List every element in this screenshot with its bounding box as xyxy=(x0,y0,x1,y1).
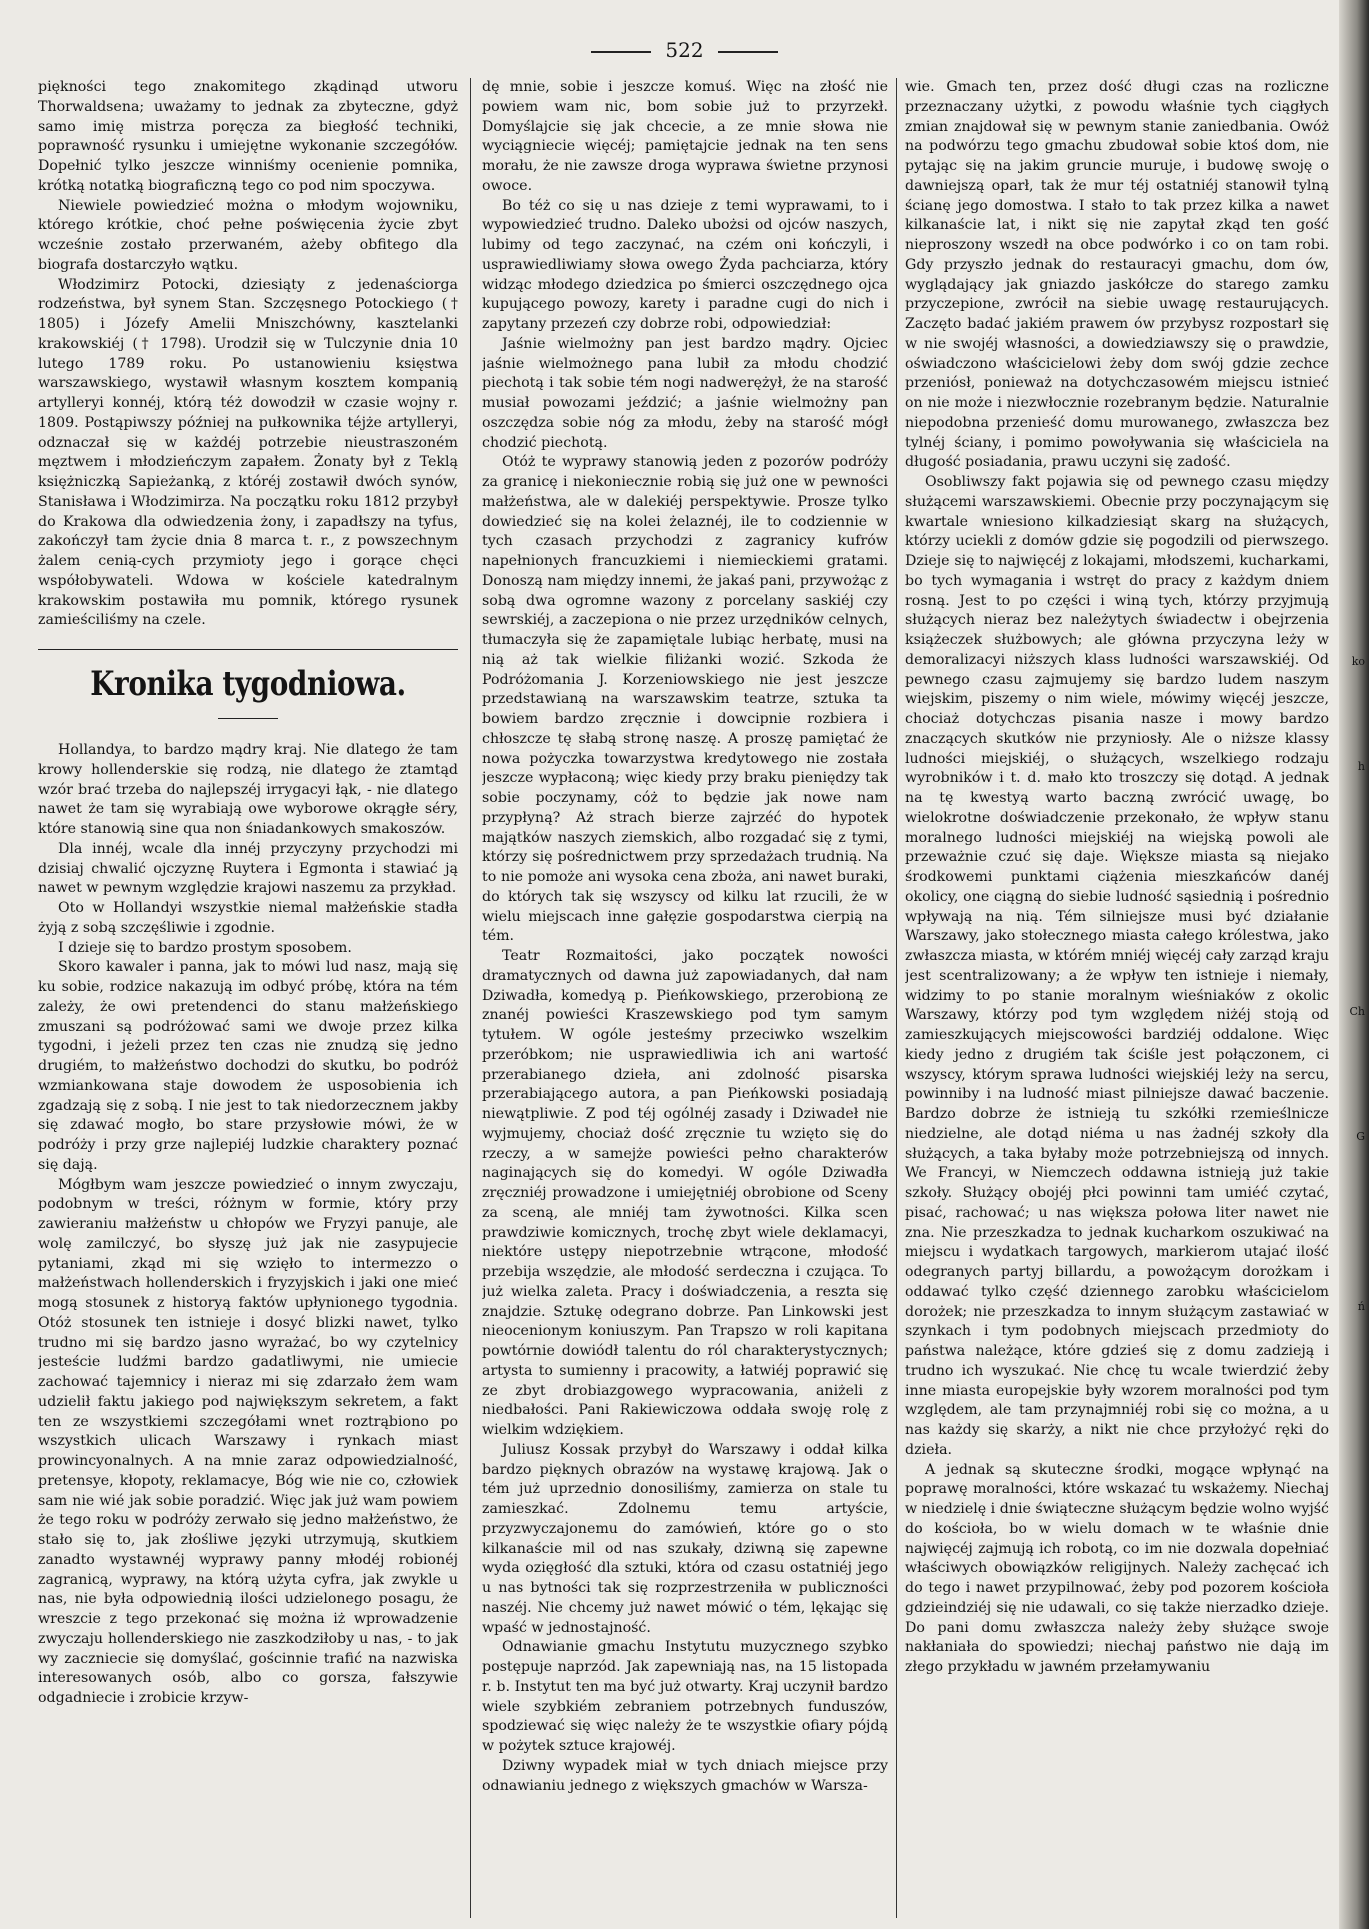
page-number: 522 xyxy=(665,38,704,62)
paragraph: piękności tego znakomitego zkądinąd utworu Thorwaldsena; uważamy to jednak za zbyteczne, gdyż samo imię mistrza poręcza za biegłość techniki, poprawność rysunku i umiejętne wykonanie szczegółów. Dopełnić tylko jeszcze winniśmy ocenienie pomnika, krótką notatką biograficzną tego co pod nim spoczywa. xyxy=(38,79,458,194)
header-dash-right xyxy=(718,51,778,53)
paragraph: Niewiele powiedzieć można o młodym wojowniku, którego krótkie, choć pełne poświęcenia życie zbyt wcześnie zostało przerwaném, ażeby obfitego dla biografa dostarczyło wątku. xyxy=(38,197,458,273)
paragraph: wie. Gmach ten, przez dość długi czas na rozliczne przeznaczany użytki, z powodu właśnie tych ciągłych zmian znajdował się w pewnym stanie zaniedbania. Owóż na podwórzu tego gmachu zbudował sobie ktoś dom, nie pytając się na jakim gruncie muruje, i budowę swoję o dawniejszą oparł, tak że mur téj ostatniéj stanowił tylną ścianę jego domostwa. I stało to tak przez kilka a nawet kilkanaście lat, i nikt się nie zapytał zkąd ten gość nieproszony wszedł na obce podwórko i co on tam robi. Gdy przyszło jednak do restauracyi gmachu, dom ów, wyglądający jak gniazdo jaskółcze do starego zamku przyczepione, zwrócił na siebie uwagę restaurujących. Zaczęto badać jakiém prawem ów przybysz rozpostarł się w nie swojéj własności, a dowiedziawszy się o prawdzie, oświadczono właścicielowi żeby dom swój gdzie zechce przeniósł, ponieważ na dotychczasowém miejscu istnieć on nie może i niezwłocznie rozebranym będzie. Naturalnie niepodobna przenieść domu murowanego, zwłaszcza bez tylnéj ściany, i pomimo powoływania się właściciela na długość posiadania, prawu uczyni się zadość. xyxy=(905,79,1329,471)
paragraph: Dziwny wypadek miał w tych dniach miejsce przy odnawianiu jednego z większych gmachów w Warsza- xyxy=(482,1757,888,1794)
edge-fragment: G xyxy=(1356,1130,1365,1143)
paragraph: Jaśnie wielmożny pan jest bardzo mądry. Ojciec jaśnie wielmożnego pana lubił za młodu chodzić piechotą i tak sobie tém nogi nadwerężył, że na starość musiał powozami jeździć; a jaśnie wielmożny pan oszczędza sobie nóg za młodu, żeby na starość mógł chodzić piechotą. xyxy=(482,335,888,451)
paragraph: Skoro kawaler i panna, jak to mówi lud nasz, mają się ku sobie, rodzice nakazują im odbyć próbę, która na tém zależy, że owi pretendenci do stanu małżeńskiego zmuszani są podróżować sami we dwoje przez kilka tygodni, i jeżeli przez ten czas nie znudzą się jedno drugiém, to małżeństwo dochodzi do skutku, bo podróż wzmiankowana staje dowodem że usposobienia ich zgadzają się z sobą. I nie jest to tak niedorzecznem jakby się zdawać mogło, bo stare przysłowie mówi, że w podróży i przy grze najlepiéj ludzkie charaktery poznać się dają. xyxy=(38,959,458,1173)
paragraph: I dzieje się to bardzo prostym sposobem. xyxy=(58,939,352,956)
column-1 xyxy=(38,78,458,1918)
section-title: Kronika tygodniowa. xyxy=(90,664,406,704)
paragraph: Mógłbym wam jeszcze powiedzieć o innym zwyczaju, podobnym w treści, różnym w formie, który przy zawieraniu małżeństw u chłopów we Fryzyi panuje, ale wolę zamilczyć, bo słyszę już jak nie zasypujecie pytaniami, zkąd mi się wzięło to intermezzo o małżeństwach hollenderskich i fryzyjskich i jaki one mieć mogą stosunek z historyą faktów upłynionego tygodnia. Otóż stosunek ten istnieje i dosyć blizki nawet, tylko trudno mi się bardzo jasno wyrażać, bo wy czytelnicy jesteście ludźmi bardzo gadatliwymi, nie umiecie zachować tajemnicy i nieraz mi się zdarzało żem wam udzielił faktu jakiego pod największym sekretem, a fakt ten ze wszystkiemi szczegółami wnet roztrąbiono po wszystkich ulicach Warszawy i rynkach miast prowincyonalnych. A na mnie zaraz odpowiedzialność, pretensye, kłopoty, reklamacye, Bóg wie nie co, człowiek sam nie wié jak sobie poradzić. Więc jak już wam powiem że tego roku w podróży zerwało się jedno małżeństwo, że stało się to, jak złośliwe języki utrzymują, skutkiem zanadto wystawnéj wyprawy panny młodéj robionéj zagranicą, wyprawy, na którą użyta cyfra, jak zwykle u nas, nie była odpowiednią ilości udzielonego posagu, że wreszcie z tego przekonać się można iż wprowadzenie zwyczaju hollenderskiego nie zaszkodziłoby u nas, - to jak wy zaczniecie się domyślać, gościnnie trafić na nazwiska interesowanych osób, albo co gorsza, fałszywie odgadniecie i zrobicie krzyw- xyxy=(38,1176,458,1706)
paragraph: Dla innéj, wcale dla innéj przyczyny przychodzi mi dzisiaj chwalić ojczyznę Ruytera i Egmonta i stawiać ją nawet w pewnym względzie krajowi naszemu za przykład. xyxy=(38,840,458,897)
column-3 xyxy=(905,78,1329,1918)
paragraph: Teatr Rozmaitości, jako początek nowości dramatycznych od dawna już zapowiadanych, dał nam Dziwadła, komedyą p. Pieńkowskiego, przerobioną ze znanéj powieści Kraszewskiego pod tym samym tytułem. W ogóle jesteśmy przeciwko wszelkim przeróbkom; nie usprawiedliwia ich ani wartość przerabianego dzieła, ani zdolność pisarska przerabiającego autora, a pan Pieńkowski posiadają niewątpliwie. Z pod téj ogólnéj zasady i Dziwadeł nie wyjmujemy, chociaż dość zręcznie tu wzięto się do rzeczy, a w samejże powieści pełno charakterów naginających się do komedyi. W ogóle Dziwadła zręczniéj prowadzone i umiejętniéj obrobione od Sceny za sceną, ale mniéj tam żywotności. Kilka scen prawdziwie komicznych, trochę zbyt wiele deklamacyi, niektóre ustępy niepotrzebnie wtrącone, młodość przebija wszędzie, ale młodość serdeczna i czująca. To już wielka zaleta. Pracy i doświadczenia, a reszta się znajdzie. Sztukę odegrano dobrze. Pan Linkowski jest nieocenionym koniuszym. Pan Trapszo w roli kapitana powtórnie dowiódł talentu do ról charakterystycznych; artysta to sumienny i pracowity, a łatwiéj poprawić się ze zbyt drobiazgowego wypracowania, aniżeli z niedbałości. Pani Rakiewiczowa oddała swoję rolę z wielkim wdziękiem. xyxy=(482,948,888,1438)
paragraph: Bo téż co się u nas dzieje z temi wyprawami, to i wypowiedzieć trudno. Daleko ubożsi od ojców naszych, lubimy od tego zaczynać, na czém oni kończyli, i usprawiedliwiamy słowa owego Żyda pachciarza, który widząc młodego dziedzica po śmierci oszczędnego ojca kupującego powozy, karety i paradne cugi do nich i zapytany przezeń czy dobrze robi, odpowiedział: xyxy=(482,197,888,332)
header-dash-left xyxy=(591,51,651,53)
edge-fragment: h xyxy=(1357,760,1365,773)
title-underline xyxy=(218,718,278,719)
paragraph: Osobliwszy fakt pojawia się od pewnego czasu między służącemi warszawskiemi. Obecnie przy poczynającym się kwartale wniesiono kilkadziesiąt skarg na służących, którzy uciekli z domów gdzie się pogodzili od pierwszego. Dzieje się to najwięcéj z lokajami, młodszemi, kucharkami, bo tych wymagania i wstręt do pracy z każdym dniem rosną. Jest to po części i winą tych, którzy przyjmują służących nieraz bez należytych świadectw i obejrzenia książeczek służbowych; ale główna przyczyna leży w demoralizacyi niższych klass ludności warszawskiéj. Od pewnego czasu zajmujemy się bardzo ludem naszym wiejskim, piszemy o nim wiele, mówimy więcéj jeszcze, chociaż dotychczas pisania nasze i mowy bardzo znaczących skutków nie przyniosły. Ale o niższe klassy ludności miejskiéj, o służących, wszelkiego rodzaju wyrobników i t. d. mało kto troszczy się dotąd. A jednak na tę kwestyą warto baczną zwrócić uwagę, bo wielokrotne doświadczenie przekonało, że wpływ stanu moralnego ludności miejskiéj na wiejską powoli ale przeważnie czuć się daje. Większe miasta są niejako środkowemi punktami ciążenia mieszkańców danéj okolicy, one ciągną do siebie ludność sąsiednią i pośrednio wpływają na nią. Tém silniejsze musi być działanie Warszawy, jako stołecznego miasta całego królestwa, jako zwłaszcza miasta, w którém mniéj więcéj cały zarząd kraju jest scentralizowany; a że wpływ ten istnieje i niemały, widzimy to po stanie moralnym wieśniaków z okolic Warszawy, którzy pod tym względem niżéj stoją od zamieszkujących miejscowości bardziéj oddalone. Więc kiedy jedno z drugiém tak ściśle jest połączonem, ci wszyscy, którym sprawa ludności wiejskiéj leży na sercu, powinniby i na ludność miast pilniejsze dawać baczenie. Bardzo dobrze że istnieją tu szkółki rzemieślnicze niedzielne, ale dotąd niéma u nas żadnéj szkoły dla służących, a taka byłaby może potrzebniejszą od innych. We Francyi, w Niemczech oddawna istnieją już takie szkoły. Służący obojéj płci powinni tam umiéć czytać, pisać, rachować; u nas większa połowa liter nawet nie zna. Nie przeszkadza to jednak kucharkom oszukiwać na miejscu i wydatkach targowych, markierom utajać ilość odegranych partyj billardu, a powożącym dorożkam i oddawać tylko część dziennego zarobku właścicielom dorożek; nie przeszkadza to innym służącym zastawiać w szynkach i tym podobnych miejscach przedmioty do państwa należące, które gdzieś się z domu zadzieją i trudno ich wyszukać. Nie chcę tu wcale twierdzić żeby inne miasta europejskie były wzorem moralności pod tym względem, ale tam przynajmniéj robi się co można, a u nas każdy się skarży, a nikt nie chce przyłożyć ręki do dzieła. xyxy=(905,474,1329,1458)
paragraph: Hollandya, to bardzo mądry kraj. Nie dlatego że tam krowy hollenderskie się rodzą, nie dlatego że ztamtąd wzór brać trzeba do najlepszéj irrygacyi łąk, - nie dlatego nawet że tam się wyrabiają owe wyborowe okrągłe séry, które stanowią sine qua non śniadankowych smakoszów. xyxy=(38,742,458,837)
binding-edge xyxy=(1339,0,1369,1929)
paragraph: Oto w Hollandyi wszystkie niemal małżeńskie stadła żyją z sobą szczęśliwie i zgodnie. xyxy=(38,900,458,936)
paragraph: Juliusz Kossak przybył do Warszawy i oddał kilka bardzo pięknych obrazów na wystawę krajową. Jak o tém już uprzednio donosiliśmy, zamierza on stale tu zamieszkać. Zdolnemu temu artyście, przyzwyczajonemu do zamówień, które go o sto kilkanaście mil od nas szukały, dziwną się zapewne wyda ozięgłość dla sztuki, która od czasu ostatniéj jego u nas bytności tak się rozprzestrzeniła w publiczności naszéj. Nie chcemy już nawet mówić o tém, lękając się wpaść w jednostajność. xyxy=(482,1441,888,1636)
page-header xyxy=(0,38,1369,62)
column-rule-2 xyxy=(896,78,897,1918)
column-2 xyxy=(482,78,888,1918)
paragraph: dę mnie, sobie i jeszcze komuś. Więc na złość nie powiem wam nic, bom sobie już to przyrzekł. Domyślajcie się jak chcecie, a ze mnie słowa nie wyciągniecie więcéj; pamiętajcie jednak na ten sens morału, że nie zawsze droga wyprawa świetne przynosi owoce. xyxy=(482,79,888,194)
section-divider xyxy=(38,649,458,650)
edge-fragment: Ch xyxy=(1349,1005,1365,1018)
edge-fragment: ko xyxy=(1351,655,1365,668)
paragraph: Włodzimirz Potocki, dziesiąty z jedenaściorga rodzeństwa, był synem Stan. Szczęsnego Potockiego († 1805) i Józefy Amelii Mniszchówny, kasztelanki krakowskiéj († 1798). Urodził się w Tulczynie dnia 10 lutego 1789 roku. Po ustanowieniu księstwa warszawskiego, wystawił własnym kosztem kompanią artylleryi konnéj, którą téż dowodził w czasie wojny r. 1809. Postąpiwszy później na pułkownika téjże artylleryi, odznaczał się w każdéj potrzebie nieustraszoném męztwem i młodzieńczym zapałem. Żonaty był z Teklą księżniczką Sapieżanką, z któréj zostawił dwóch synów, Stanisława i Włodzimirza. Na początku roku 1812 przybył do Krakowa dla odwiedzenia żony, i zapadłszy na tyfus, zakończył tam życie dnia 8 marca t. r., z powszechnym żalem cenią-cych przymioty jego i gorące chęci współobywateli. Wdowa w kościele katedralnym krakowskim postawiła mu pomnik, którego rysunek zamieściliśmy na czele. xyxy=(38,276,458,629)
paragraph: Odnawianie gmachu Instytutu muzycznego szybko postępuje naprzód. Jak zapewniają nas, na 15 listopada r. b. Instytut ten ma być już otwarty. Kraj uczynił bardzo wiele szybkiém zebraniem potrzebnych funduszów, spodziewać się więc należy że te wszystkie ofiary pójdą w pożytek sztuce krajowéj. xyxy=(482,1639,888,1754)
paragraph: A jednak są skuteczne środki, mogące wpłynąć na poprawę moralności, które wskazać tu wskażemy. Niechaj w niedzielę i dnie świąteczne służącym będzie wolno wyjść do kościoła, bo w wielu domach w te właśnie dnie najwięcéj zajmują ich robotą, co im nie dozwala dopełniać właściwych obowiązków religijnych. Należy zachęcać ich do tego i nawet przypilnować, żeby pod pozorem kościoła gdzieindziéj się nie udawali, co się także nierzadko dzieje. Do pani domu zwłaszcza należy żeby służące swoje nakłaniała do spowiedzi; niechaj państwo nie dają im złego przykładu w jawném przełamywaniu xyxy=(905,1461,1329,1675)
paragraph: Otóż te wyprawy stanowią jeden z pozorów podróży za granicę i niekoniecznie robią się już one w pewności małżeństwa, ale w dalekiéj perspektywie. Prosze tylko dowiedzieć się na kolei żelaznéj, ile to codziennie w tych czasach przychodzi z zagranicy kufrów napełnionych francuzkiemi i niemieckiemi gratami. Donoszą nam między innemi, że jakaś pani, przywożąc z sobą dwa ogromne wazony z porcelany saskiéj czy sewrskiéj, a zaczepiona o nie przez urzędników celnych, tłumaczyła się że zapamiętale lubiąc herbatę, musi na nią aż tak wielkie filiżanki wozić. Szkoda że Podróżomania J. Korzeniowskiego nie jest jeszcze przedstawianą na warszawskim teatrze, sztuka ta bowiem bardzo zręcznie i dowcipnie rozbiera i chłoszcze tę słabą stronę naszę. A proszę pamiętać że nowa pożyczka towarzystwa kredytowego nie została jeszcze wypłaconą; więc kiedy przy braku pieniędzy tak sobie poczynamy, cóż to będzie jak nowe nam przypłyną? Aż strach bierze zajrzéć do hypotek majątków naszych ziemskich, albo rozgadać się z tymi, którzy się pośrednictwem przy sprzedażach trudnią. Na to nie pomoże ani wysoka cena zboża, ani nawet buraki, do których tak się wszyscy od kilku lat rzucili, że w wielu miejscach inne gałęzie gospodarstwa cierpią na tém. xyxy=(482,454,888,945)
edge-fragment: ń xyxy=(1357,1300,1365,1313)
column-rule-1 xyxy=(470,78,471,1918)
